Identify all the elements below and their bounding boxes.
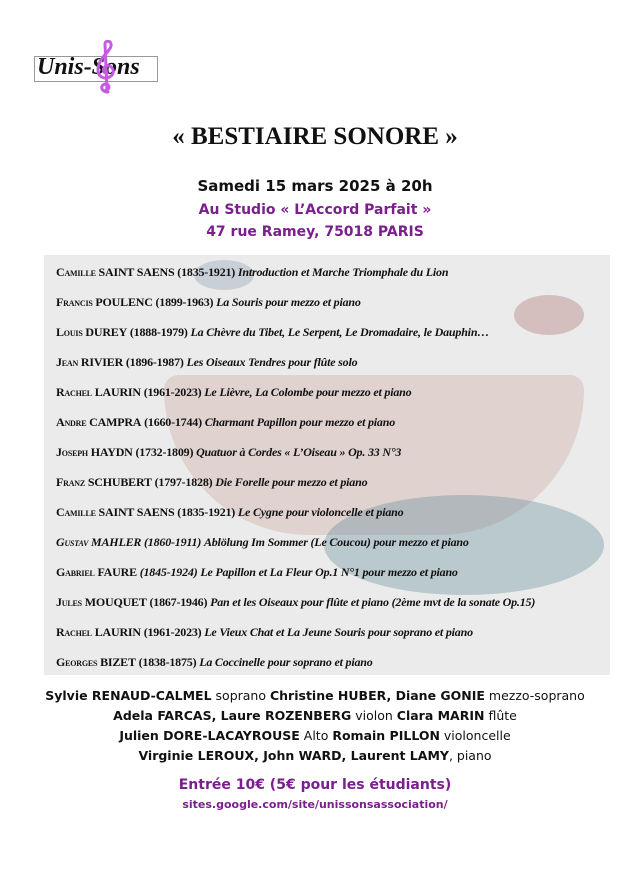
instrument: Alto — [299, 728, 333, 743]
logo-text: Unis-Sons — [37, 54, 140, 80]
composer-dates: (1845-1924) — [139, 565, 198, 579]
work-title: Pan et les Oiseaux pour flûte et piano (2ème mvt de la sonate Op.15) — [210, 595, 536, 609]
work-title: Ablölung Im Sommer (Le Coucou) pour mezzo et piano — [203, 535, 469, 549]
performer-names: Virginie LEROUX, John WARD, Laurent LAMY — [138, 748, 449, 763]
ticket-price: Entrée 10€ (5€ pour les étudiants) — [178, 777, 452, 793]
composer-first-name: Camille — [56, 505, 96, 519]
program-item — [56, 595, 608, 610]
performers-line-4 — [0, 746, 630, 766]
work-title: Die Forelle pour mezzo et piano — [215, 475, 368, 489]
concert-title: « BESTIAIRE SONORE » — [172, 123, 458, 150]
composer-dates: (1797-1828) — [154, 475, 213, 489]
performers-line-2 — [0, 706, 630, 726]
performer-names: Romain PILLON — [332, 728, 440, 743]
work-title: Le Papillon et La Fleur Op.1 N°1 pour mezzo et piano — [200, 565, 458, 579]
program-item — [56, 655, 608, 670]
composer-last-name: FAURE — [97, 565, 137, 579]
composer-dates: (1835-1921) — [177, 505, 236, 519]
work-title: Charmant Papillon pour mezzo et piano — [204, 415, 396, 429]
performer-names: Julien DORE-LACAYROUSE — [119, 728, 300, 743]
composer-first-name: Jules — [56, 595, 82, 609]
composer-last-name: LAURIN — [94, 625, 141, 639]
composer-first-name: Louis — [56, 325, 83, 339]
performer-names: Christine HUBER, Diane GONIE — [269, 688, 485, 703]
instrument: mezzo-soprano — [484, 688, 585, 703]
performers-line-3 — [0, 726, 630, 746]
program-item — [56, 355, 608, 370]
composer-first-name: Rachel — [56, 625, 92, 639]
concert-date: Samedi 15 mars 2025 à 20h — [197, 177, 433, 195]
composer-last-name: LAURIN — [94, 385, 141, 399]
composer-first-name: Joseph — [56, 445, 88, 459]
work-title: La Coccinelle pour soprano et piano — [199, 655, 373, 669]
composer-first-name: Rachel — [56, 385, 92, 399]
composer-dates: (1899-1963) — [155, 295, 214, 309]
instrument: soprano — [211, 688, 270, 703]
performers — [0, 686, 630, 766]
website-link[interactable]: sites.google.com/site/unissonsassociation/ — [182, 798, 448, 811]
program-item — [56, 265, 608, 280]
program-item — [56, 385, 608, 400]
performer-names: Sylvie RENAUD-CALMEL — [45, 688, 212, 703]
instrument: violon — [351, 708, 397, 723]
work-title: La Chèvre du Tibet, Le Serpent, Le Dromadaire, le Dauphin… — [190, 325, 490, 339]
program-list — [56, 265, 608, 675]
composer-first-name: Andre — [56, 415, 87, 429]
work-title: Introduction et Marche Triomphale du Lion — [237, 265, 449, 279]
program-item — [56, 565, 608, 580]
program-item — [56, 325, 608, 340]
work-title: Quatuor à Cordes « L’Oiseau » Op. 33 N°3 — [196, 445, 402, 459]
composer-first-name: Francis — [56, 295, 93, 309]
composer-last-name: MOUQUET — [84, 595, 147, 609]
program-item — [56, 475, 608, 490]
composer-last-name: SCHUBERT — [87, 475, 152, 489]
composer-last-name: RIVIER — [80, 355, 124, 369]
instrument: violoncelle — [439, 728, 511, 743]
composer-first-name: Jean — [56, 355, 79, 369]
composer-last-name: SAINT SAENS — [98, 505, 175, 519]
composer-last-name: SAINT SAENS — [98, 265, 175, 279]
instrument: , piano — [448, 748, 492, 763]
composer-dates: (1835-1921) — [177, 265, 236, 279]
composer-last-name: DUREY — [85, 325, 128, 339]
work-title: La Souris pour mezzo et piano — [216, 295, 361, 309]
instrument: flûte — [484, 708, 517, 723]
program-item — [56, 505, 608, 520]
composer-last-name: HAYDN — [90, 445, 133, 459]
composer-last-name: MAHLER — [91, 535, 142, 549]
performer-names: Adela FARCAS, Laure ROZENBERG — [113, 708, 352, 723]
program-item — [56, 445, 608, 460]
composer-dates: (1961-2023) — [143, 625, 202, 639]
composer-first-name: Camille — [56, 265, 96, 279]
unis-sons-logo — [34, 42, 159, 94]
composer-first-name: Gustav — [56, 535, 89, 549]
work-title: Les Oiseaux Tendres pour flûte solo — [186, 355, 358, 369]
program-item — [56, 625, 608, 640]
composer-dates: (1888-1979) — [129, 325, 188, 339]
performers-line-1 — [0, 686, 630, 706]
composer-last-name: CAMPRA — [89, 415, 142, 429]
composer-dates: (1660-1744) — [144, 415, 202, 429]
work-title: Le Vieux Chat et La Jeune Souris pour soprano et piano — [204, 625, 473, 639]
venue-name: Au Studio « L’Accord Parfait » — [198, 202, 432, 218]
composer-first-name: Georges — [56, 655, 98, 669]
composer-dates: (1860-1911) — [144, 535, 202, 549]
composer-first-name: Franz — [56, 475, 85, 489]
composer-dates: (1896-1987) — [125, 355, 184, 369]
program-item — [56, 295, 608, 310]
program-item — [56, 535, 608, 550]
composer-first-name: Gabriel — [56, 565, 95, 579]
composer-last-name: POULENC — [95, 295, 153, 309]
composer-dates: (1961-2023) — [143, 385, 202, 399]
program-item — [56, 415, 608, 430]
composer-dates: (1867-1946) — [149, 595, 208, 609]
composer-dates: (1732-1809) — [135, 445, 194, 459]
performer-names: Clara MARIN — [396, 708, 485, 723]
composer-last-name: BIZET — [100, 655, 136, 669]
program-panel — [44, 255, 610, 675]
venue-address: 47 rue Ramey, 75018 PARIS — [206, 224, 424, 240]
work-title: Le Cygne pour violoncelle et piano — [237, 505, 404, 519]
treble-clef-icon — [94, 40, 118, 94]
composer-dates: (1838-1875) — [138, 655, 197, 669]
work-title: Le Lièvre, La Colombe pour mezzo et piano — [204, 385, 412, 399]
